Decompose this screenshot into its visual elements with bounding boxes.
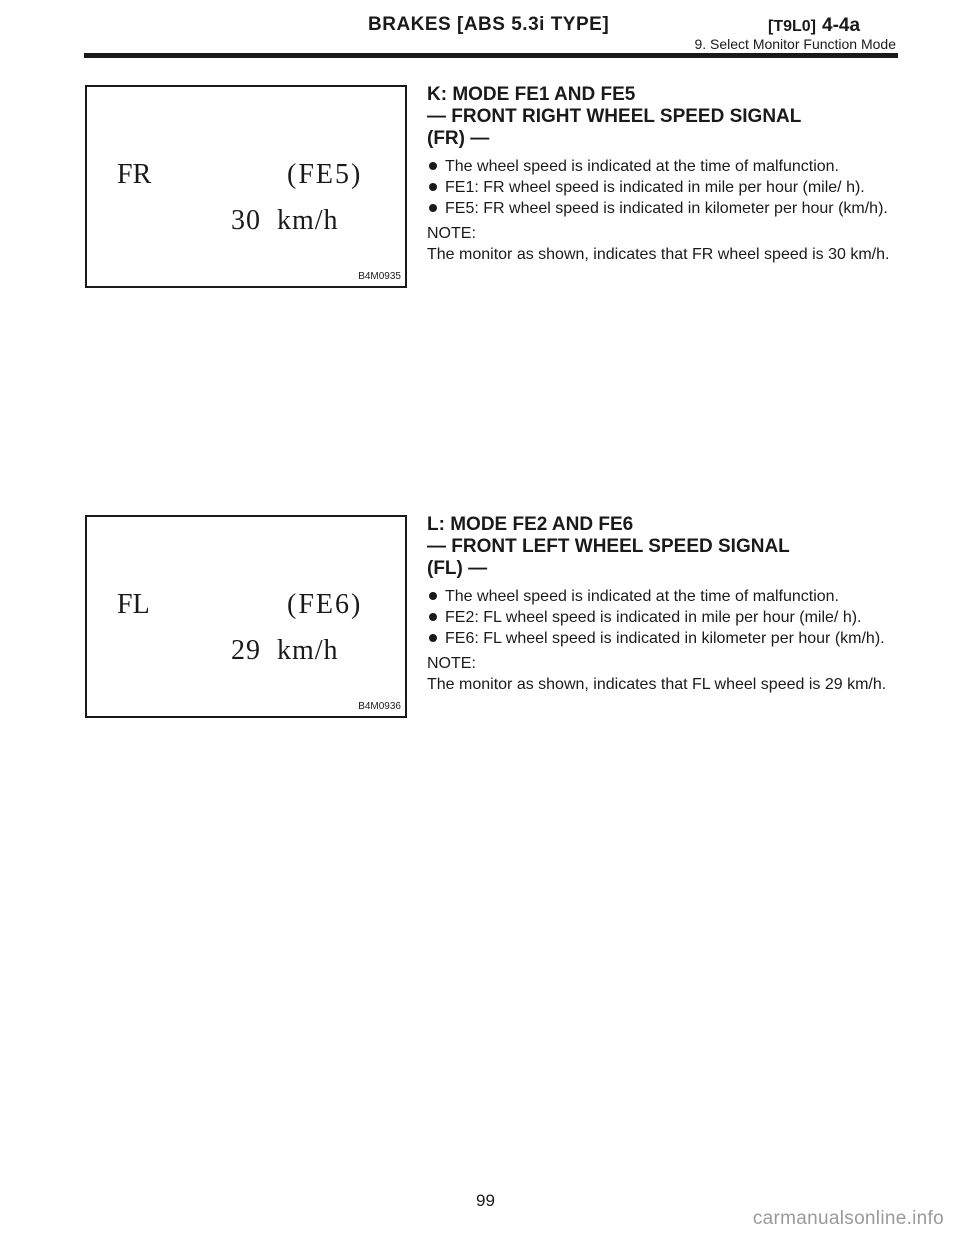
page-number: 99 [476, 1191, 495, 1210]
bullet-item [427, 198, 902, 219]
figure-code: B4M0936 [358, 701, 401, 712]
header-divider [84, 53, 898, 58]
section-mode-fe1-fe5 [427, 84, 902, 265]
bullet-text: FE6: FL wheel speed is indicated in kilometer per hour (km/h). [445, 630, 885, 647]
section-code: [T9L0] [768, 18, 816, 35]
note-label: NOTE: [427, 655, 476, 672]
bullet-dot-icon [429, 634, 437, 642]
section-heading [427, 514, 902, 580]
section-heading-line: (FR) — [427, 128, 490, 149]
section-heading-line: — FRONT LEFT WHEEL SPEED SIGNAL [427, 536, 790, 557]
monitor-speed-value: 29 km/h [231, 635, 339, 666]
monitor-display-figure-fr [85, 85, 407, 288]
section-heading-line: K: MODE FE1 AND FE5 [427, 84, 636, 105]
page-header-subtitle: 9. Select Monitor Function Mode [694, 36, 896, 52]
bullet-dot-icon [429, 162, 437, 170]
monitor-display-figure-fl [85, 515, 407, 718]
bullet-item [427, 156, 902, 177]
monitor-mode-label: (FE6) [287, 589, 363, 620]
bullet-text: The wheel speed is indicated at the time of malfunction. [445, 588, 839, 605]
monitor-wheel-label: FL [117, 589, 150, 620]
watermark-text: carmanualsonline.info [752, 1208, 944, 1229]
bullet-item [427, 607, 902, 628]
bullet-text: FE1: FR wheel speed is indicated in mile per hour (mile/ h). [445, 179, 865, 196]
section-heading [427, 84, 902, 150]
note-text: The monitor as shown, indicates that FL wheel speed is 29 km/h. [427, 676, 887, 693]
figure-code: B4M0935 [358, 271, 401, 282]
monitor-speed-value: 30 km/h [231, 205, 339, 236]
bullet-item [427, 177, 902, 198]
bullet-dot-icon [429, 613, 437, 621]
note-label: NOTE: [427, 225, 476, 242]
bullet-text: FE2: FL wheel speed is indicated in mile per hour (mile/ h). [445, 609, 862, 626]
bullet-dot-icon [429, 204, 437, 212]
section-mode-fe2-fe6 [427, 514, 902, 695]
monitor-mode-label: (FE5) [287, 159, 363, 190]
page-reference: 4-4a [822, 15, 861, 36]
bullet-dot-icon [429, 183, 437, 191]
section-heading-line: — FRONT RIGHT WHEEL SPEED SIGNAL [427, 106, 802, 127]
monitor-wheel-label: FR [117, 159, 152, 190]
bullet-dot-icon [429, 592, 437, 600]
section-heading-line: L: MODE FE2 AND FE6 [427, 514, 634, 535]
page-header-title: BRAKES [ABS 5.3i TYPE] [368, 14, 610, 35]
note-text: The monitor as shown, indicates that FR wheel speed is 30 km/h. [427, 246, 890, 263]
bullet-item [427, 628, 902, 649]
page-header-code [768, 15, 860, 37]
bullet-text: FE5: FR wheel speed is indicated in kilometer per hour (km/h). [445, 200, 888, 217]
section-heading-line: (FL) — [427, 558, 488, 579]
bullet-item [427, 586, 902, 607]
bullet-text: The wheel speed is indicated at the time of malfunction. [445, 158, 839, 175]
